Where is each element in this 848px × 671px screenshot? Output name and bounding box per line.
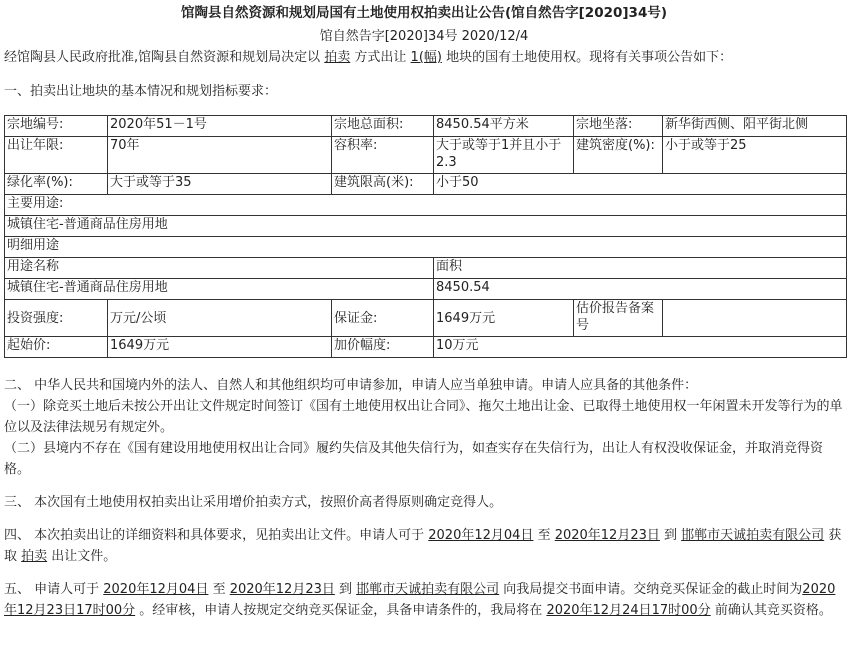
total-area-label: 宗地总面积: bbox=[332, 116, 434, 137]
increment-value: 10万元 bbox=[434, 337, 847, 358]
parcel-count: 1(幅) bbox=[410, 50, 442, 65]
section-5-deadline: 2020年12月23日17时00分 bbox=[4, 582, 836, 618]
green-value: 大于或等于35 bbox=[108, 174, 332, 195]
section-4-text-5: 出让文件。 bbox=[47, 549, 117, 564]
section-4-date-from: 2020年12月04日 bbox=[428, 528, 534, 543]
detail-use-label: 明细用途 bbox=[5, 237, 847, 258]
section-2-heading: 二、 中华人民共和国境内外的法人、自然人和其他组织均可申请参加，申请人应当单独申请。申请人应具备的其他条件： bbox=[4, 378, 698, 393]
section-2-item-2: （二）县境内不存在《国有建设用地使用权出让合同》履约失信及其他失信行为，如查实存在失信行为，出让人有权没收保证金，并取消竞得资格。 bbox=[4, 441, 824, 477]
term-label: 出让年限: bbox=[5, 137, 108, 174]
table-row bbox=[5, 279, 847, 300]
section-5-text-6: 前确认其竞买资格。 bbox=[710, 603, 832, 618]
section-4-date-to: 2020年12月23日 bbox=[554, 528, 660, 543]
deposit-value: 1649万元 bbox=[434, 300, 574, 337]
transfer-method: 拍卖 bbox=[324, 50, 351, 65]
section-5-date-from: 2020年12月04日 bbox=[103, 582, 209, 597]
section-5-text-5: 。经审核，申请人按规定交纳竞买保证金，具备申请条件的，我局将在 bbox=[135, 603, 547, 618]
table-row bbox=[5, 300, 847, 337]
intro-text-2: 方式出让 bbox=[350, 50, 411, 65]
section-5-text-3: 到 bbox=[334, 582, 357, 597]
section-5-date-to: 2020年12月23日 bbox=[229, 582, 335, 597]
height-label: 建筑限高(米): bbox=[332, 174, 434, 195]
section-5-text-1: 五、 申请人可于 bbox=[4, 582, 104, 597]
section-3: 三、 本次国有土地使用权拍卖出让采用增价拍卖方式，按照价高者得原则确定竞得人。 bbox=[4, 495, 503, 510]
use-area-value: 8450.54 bbox=[434, 279, 847, 300]
use-name-value: 城镇住宅-普通商品住房用地 bbox=[5, 279, 434, 300]
intro-paragraph bbox=[4, 48, 844, 68]
page-title: 馆陶县自然资源和规划局国有土地使用权拍卖出让公告(馆自然告字[2020]34号) bbox=[180, 5, 668, 21]
section-1-heading: 一、拍卖出让地块的基本情况和规划指标要求： bbox=[4, 84, 278, 99]
appraisal-label: 估价报告备案号 bbox=[574, 300, 663, 337]
table-row bbox=[5, 116, 847, 137]
main-use-value: 城镇住宅-普通商品住房用地 bbox=[5, 216, 847, 237]
section-4-text-4: 获取 bbox=[4, 528, 842, 564]
document-number: 馆自然告字[2020]34号 2020/12/4 bbox=[319, 29, 529, 44]
intro-text-3: 地块的国有土地使用权。现将有关事项公告如下： bbox=[441, 50, 733, 65]
increment-label: 加价幅度: bbox=[332, 337, 434, 358]
section-4-method: 拍卖 bbox=[21, 549, 48, 564]
section-2 bbox=[4, 375, 844, 480]
appraisal-value bbox=[663, 300, 847, 337]
far-value: 大于或等于1并且小于2.3 bbox=[434, 137, 574, 174]
table-row bbox=[5, 258, 847, 279]
total-area-value: 8450.54平方米 bbox=[434, 116, 574, 137]
green-label: 绿化率(%): bbox=[5, 174, 108, 195]
density-value: 小于或等于25 bbox=[663, 137, 847, 174]
section-4-text-2: 至 bbox=[533, 528, 555, 543]
section-4-company: 邯郸市天诚拍卖有限公司 bbox=[681, 528, 825, 543]
table-row bbox=[5, 216, 847, 237]
section-4-text-3: 到 bbox=[659, 528, 682, 543]
parcel-no-label: 宗地编号: bbox=[5, 116, 108, 137]
main-use-label: 主要用途: bbox=[5, 195, 847, 216]
section-5-company: 邯郸市天诚拍卖有限公司 bbox=[356, 582, 500, 597]
invest-value: 万元/公顷 bbox=[108, 300, 332, 337]
term-value: 70年 bbox=[108, 137, 332, 174]
section-2-item-1: （一）除竞买土地后未按公开出让文件规定时间签订《国有土地使用权出让合同》、拖欠土地出让金、已取得土地使用权一年闲置未开发等行为的单位以及法律法规另有规定外。 bbox=[4, 399, 843, 435]
area-header: 面积 bbox=[434, 258, 847, 279]
table-row bbox=[5, 174, 847, 195]
height-value: 小于50 bbox=[434, 174, 847, 195]
section-5-confirm-time: 2020年12月24日17时00分 bbox=[546, 603, 711, 618]
parcel-no-value: 2020年51－1号 bbox=[108, 116, 332, 137]
density-label: 建筑密度(%): bbox=[574, 137, 663, 174]
table-row bbox=[5, 337, 847, 358]
location-value: 新华街西侧、阳平街北侧 bbox=[663, 116, 847, 137]
section-5-text-2: 至 bbox=[208, 582, 230, 597]
far-label: 容积率: bbox=[332, 137, 434, 174]
invest-label: 投资强度: bbox=[5, 300, 108, 337]
section-5-text-4: 向我局提交书面申请。交纳竞买保证金的截止时间为 bbox=[499, 582, 803, 597]
section-4 bbox=[4, 525, 844, 567]
table-row bbox=[5, 195, 847, 216]
intro-text-1: 经馆陶县人民政府批准,馆陶县自然资源和规划局决定以 bbox=[4, 50, 325, 65]
section-4-text-1: 四、 本次拍卖出让的详细资料和具体要求，见拍卖出让文件。申请人可于 bbox=[4, 528, 429, 543]
table-row bbox=[5, 137, 847, 174]
start-price-label: 起始价: bbox=[5, 337, 108, 358]
start-price-value: 1649万元 bbox=[108, 337, 332, 358]
use-name-header: 用途名称 bbox=[5, 258, 434, 279]
section-5 bbox=[4, 579, 844, 621]
parcel-info-table bbox=[4, 115, 847, 358]
location-label: 宗地坐落: bbox=[574, 116, 663, 137]
announcement-page bbox=[0, 3, 848, 621]
table-row bbox=[5, 237, 847, 258]
deposit-label: 保证金: bbox=[332, 300, 434, 337]
